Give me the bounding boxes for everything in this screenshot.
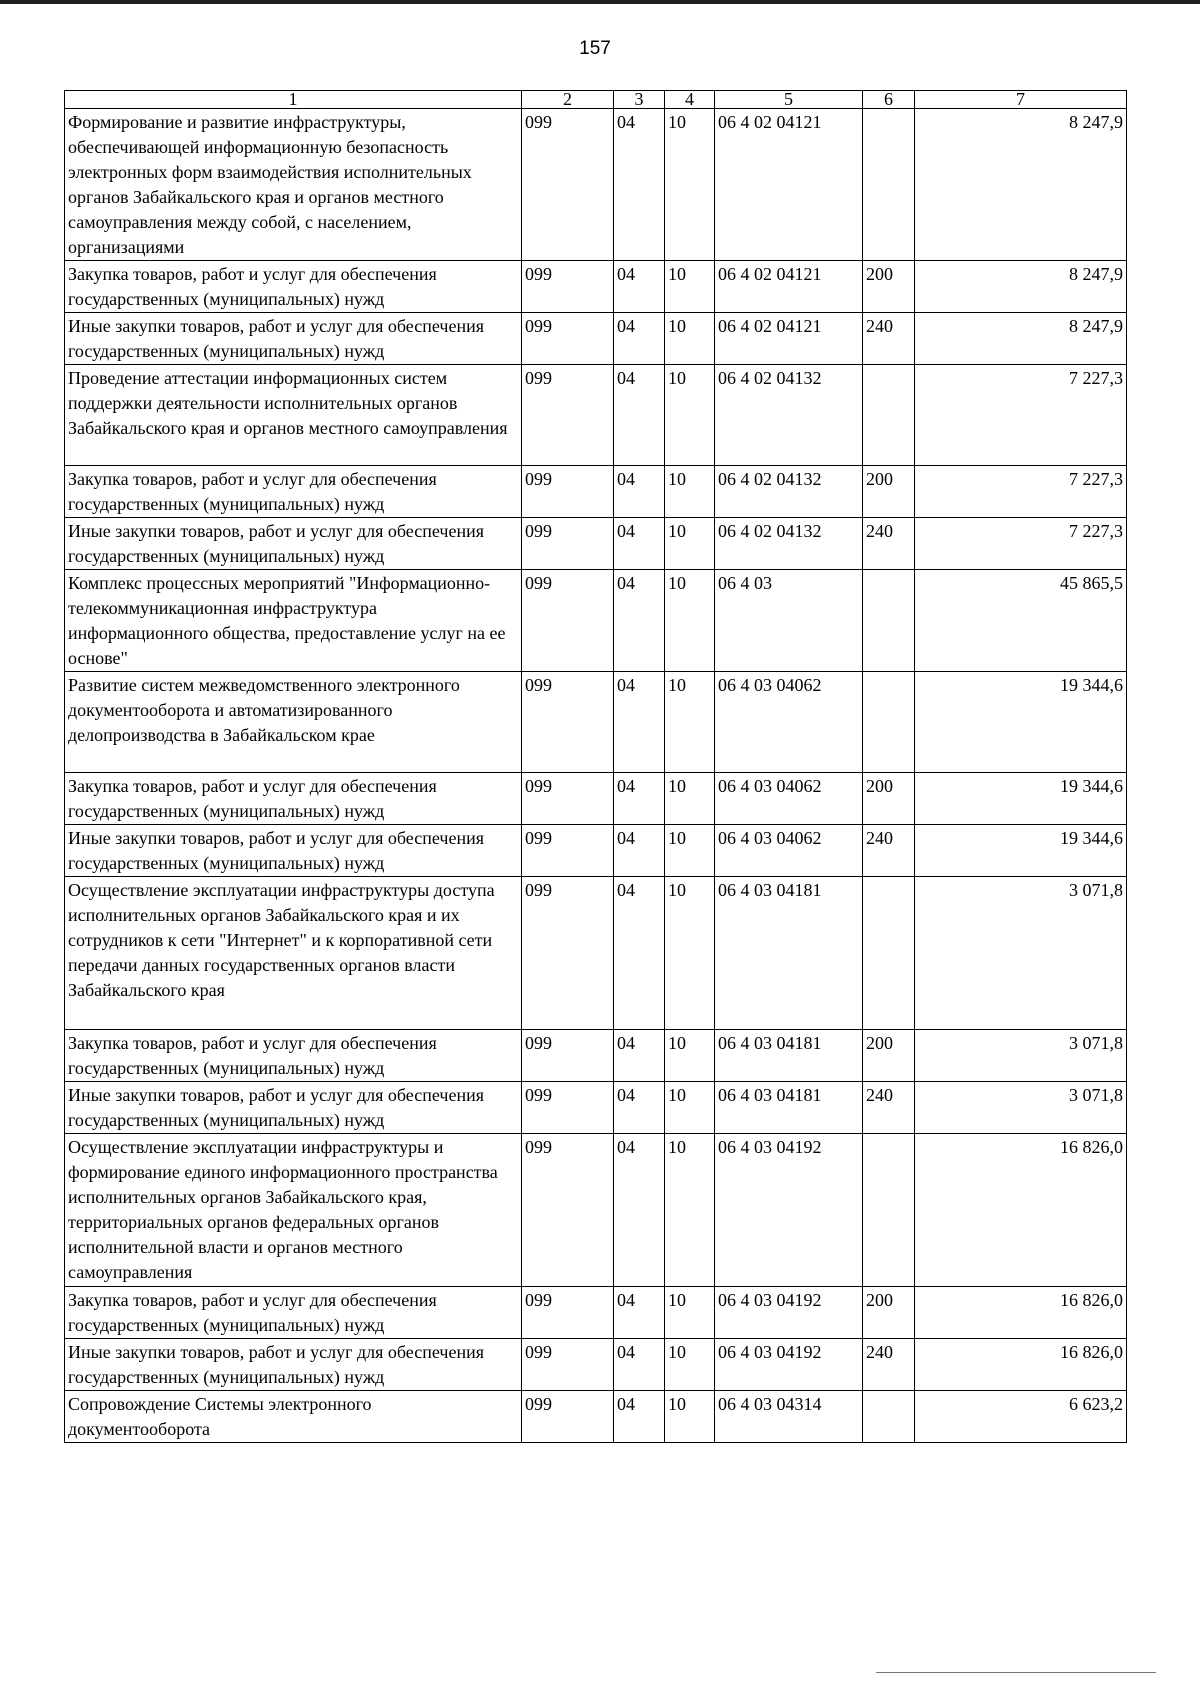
table-row: [65, 570, 1127, 672]
row-gr-cell: 099: [522, 518, 614, 570]
row-rz-cell: 04: [614, 466, 665, 518]
row-amount-cell: 16 826,0: [915, 1339, 1127, 1391]
table-row: [65, 1082, 1127, 1134]
table-row: [65, 466, 1127, 518]
budget-table: [64, 90, 1127, 1443]
row-vr-cell: 200: [863, 1287, 915, 1339]
row-pr-cell: 10: [665, 1134, 715, 1287]
row-csr-cell: 06 4 03 04314: [715, 1391, 863, 1443]
row-name-cell: Развитие систем межведомственного электронного документооборота и автоматизированного делопроизводства в Забайкальском крае: [65, 672, 522, 773]
row-rz-cell: 04: [614, 773, 665, 825]
table-row: [65, 1339, 1127, 1391]
row-amount-cell: 7 227,3: [915, 365, 1127, 466]
row-pr-cell: 10: [665, 518, 715, 570]
row-csr-cell: 06 4 03 04062: [715, 825, 863, 877]
row-rz-cell: 04: [614, 1287, 665, 1339]
row-gr-cell: 099: [522, 1082, 614, 1134]
row-name-cell: Проведение аттестации информационных систем поддержки деятельности исполнительных органов Забайкальского края и органов местного самоуправления: [65, 365, 522, 466]
row-pr-cell: 10: [665, 570, 715, 672]
row-gr-cell: 099: [522, 570, 614, 672]
row-pr-cell: 10: [665, 1030, 715, 1082]
row-rz-cell: 04: [614, 825, 665, 877]
top-border-line: [0, 0, 1200, 4]
row-name-cell: Закупка товаров, работ и услуг для обеспечения государственных (муниципальных) нужд: [65, 1287, 522, 1339]
row-vr-cell: [863, 672, 915, 773]
row-csr-cell: 06 4 02 04121: [715, 109, 863, 261]
row-vr-cell: [863, 1134, 915, 1287]
row-amount-cell: 45 865,5: [915, 570, 1127, 672]
row-pr-cell: 10: [665, 672, 715, 773]
row-gr-cell: 099: [522, 313, 614, 365]
row-csr-cell: 06 4 03 04192: [715, 1339, 863, 1391]
row-vr-cell: 200: [863, 1030, 915, 1082]
row-name-cell: Сопровождение Системы электронного документооборота: [65, 1391, 522, 1443]
row-vr-cell: 240: [863, 1082, 915, 1134]
row-name-cell: Иные закупки товаров, работ и услуг для обеспечения государственных (муниципальных) нужд: [65, 313, 522, 365]
row-gr-cell: 099: [522, 672, 614, 773]
table-row: [65, 1391, 1127, 1443]
row-vr-cell: [863, 877, 915, 1030]
row-amount-cell: 19 344,6: [915, 825, 1127, 877]
row-amount-cell: 19 344,6: [915, 672, 1127, 773]
row-name-cell: Иные закупки товаров, работ и услуг для обеспечения государственных (муниципальных) нужд: [65, 825, 522, 877]
row-rz-cell: 04: [614, 109, 665, 261]
row-pr-cell: 10: [665, 109, 715, 261]
column-header: 4: [665, 91, 715, 109]
row-pr-cell: 10: [665, 313, 715, 365]
row-gr-cell: 099: [522, 877, 614, 1030]
table-header-row: [65, 91, 1127, 109]
row-name-cell: Закупка товаров, работ и услуг для обеспечения государственных (муниципальных) нужд: [65, 466, 522, 518]
row-name-cell: Осуществление эксплуатации инфраструктуры доступа исполнительных органов Забайкальского края и их сотрудников к сети "Интернет" и к корпоративной сети передачи данных государственных органов власти Забайкальского края: [65, 877, 522, 1030]
row-gr-cell: 099: [522, 261, 614, 313]
row-name-cell: Комплекс процессных мероприятий "Информационно-телекоммуникационная инфраструктура информационного общества, предоставление услуг на ее основе": [65, 570, 522, 672]
row-name-cell: Иные закупки товаров, работ и услуг для обеспечения государственных (муниципальных) нужд: [65, 1082, 522, 1134]
row-gr-cell: 099: [522, 773, 614, 825]
row-pr-cell: 10: [665, 773, 715, 825]
row-name-cell: Закупка товаров, работ и услуг для обеспечения государственных (муниципальных) нужд: [65, 773, 522, 825]
row-gr-cell: 099: [522, 466, 614, 518]
row-rz-cell: 04: [614, 313, 665, 365]
row-amount-cell: 8 247,9: [915, 109, 1127, 261]
column-header: 5: [715, 91, 863, 109]
row-gr-cell: 099: [522, 825, 614, 877]
row-vr-cell: 240: [863, 313, 915, 365]
row-gr-cell: 099: [522, 1287, 614, 1339]
row-pr-cell: 10: [665, 1339, 715, 1391]
table-row: [65, 518, 1127, 570]
row-pr-cell: 10: [665, 1391, 715, 1443]
table-row: [65, 1287, 1127, 1339]
row-amount-cell: 7 227,3: [915, 518, 1127, 570]
row-rz-cell: 04: [614, 518, 665, 570]
row-pr-cell: 10: [665, 1082, 715, 1134]
row-vr-cell: [863, 365, 915, 466]
row-gr-cell: 099: [522, 1134, 614, 1287]
row-csr-cell: 06 4 03 04181: [715, 1082, 863, 1134]
row-rz-cell: 04: [614, 1134, 665, 1287]
column-header: 3: [614, 91, 665, 109]
row-name-cell: Формирование и развитие инфраструктуры, обеспечивающей информационную безопасность электронных форм взаимодействия исполнительных органов Забайкальского края и органов местного самоуправления между собой, с населением, организациями: [65, 109, 522, 261]
row-csr-cell: 06 4 02 04121: [715, 313, 863, 365]
row-pr-cell: 10: [665, 466, 715, 518]
row-vr-cell: 200: [863, 466, 915, 518]
row-vr-cell: 240: [863, 518, 915, 570]
row-name-cell: Осуществление эксплуатации инфраструктуры и формирование единого информационного пространства исполнительных органов Забайкальского края, территориальных органов федеральных органов исполнительной власти и органов местного самоуправления: [65, 1134, 522, 1287]
row-csr-cell: 06 4 03: [715, 570, 863, 672]
row-csr-cell: 06 4 02 04132: [715, 518, 863, 570]
table-row: [65, 313, 1127, 365]
column-header: 2: [522, 91, 614, 109]
row-csr-cell: 06 4 03 04062: [715, 773, 863, 825]
row-rz-cell: 04: [614, 877, 665, 1030]
row-name-cell: Закупка товаров, работ и услуг для обеспечения государственных (муниципальных) нужд: [65, 1030, 522, 1082]
table-row: [65, 1030, 1127, 1082]
row-amount-cell: 6 623,2: [915, 1391, 1127, 1443]
row-csr-cell: 06 4 03 04181: [715, 877, 863, 1030]
row-rz-cell: 04: [614, 570, 665, 672]
column-header: 7: [915, 91, 1127, 109]
row-amount-cell: 8 247,9: [915, 261, 1127, 313]
row-csr-cell: 06 4 03 04192: [715, 1287, 863, 1339]
table-row: [65, 1134, 1127, 1287]
table-row: [65, 261, 1127, 313]
row-vr-cell: 240: [863, 825, 915, 877]
column-header: 1: [65, 91, 522, 109]
row-name-cell: Иные закупки товаров, работ и услуг для обеспечения государственных (муниципальных) нужд: [65, 1339, 522, 1391]
row-amount-cell: 16 826,0: [915, 1134, 1127, 1287]
row-vr-cell: 200: [863, 261, 915, 313]
row-pr-cell: 10: [665, 1287, 715, 1339]
row-rz-cell: 04: [614, 1339, 665, 1391]
row-rz-cell: 04: [614, 1391, 665, 1443]
row-pr-cell: 10: [665, 877, 715, 1030]
row-vr-cell: 240: [863, 1339, 915, 1391]
row-pr-cell: 10: [665, 261, 715, 313]
row-rz-cell: 04: [614, 261, 665, 313]
row-amount-cell: 3 071,8: [915, 1030, 1127, 1082]
row-csr-cell: 06 4 03 04192: [715, 1134, 863, 1287]
row-vr-cell: 200: [863, 773, 915, 825]
table-row: [65, 365, 1127, 466]
row-vr-cell: [863, 570, 915, 672]
table-row: [65, 825, 1127, 877]
row-vr-cell: [863, 109, 915, 261]
table-row: [65, 672, 1127, 773]
row-rz-cell: 04: [614, 365, 665, 466]
row-name-cell: Иные закупки товаров, работ и услуг для обеспечения государственных (муниципальных) нужд: [65, 518, 522, 570]
row-csr-cell: 06 4 02 04121: [715, 261, 863, 313]
column-header: 6: [863, 91, 915, 109]
bottom-scan-line: [876, 1672, 1156, 1673]
row-vr-cell: [863, 1391, 915, 1443]
row-amount-cell: 16 826,0: [915, 1287, 1127, 1339]
row-csr-cell: 06 4 02 04132: [715, 466, 863, 518]
table-row: [65, 109, 1127, 261]
row-gr-cell: 099: [522, 1030, 614, 1082]
row-rz-cell: 04: [614, 672, 665, 773]
row-pr-cell: 10: [665, 365, 715, 466]
row-amount-cell: 8 247,9: [915, 313, 1127, 365]
table-row: [65, 877, 1127, 1030]
row-rz-cell: 04: [614, 1030, 665, 1082]
row-rz-cell: 04: [614, 1082, 665, 1134]
row-gr-cell: 099: [522, 1391, 614, 1443]
row-amount-cell: 3 071,8: [915, 877, 1127, 1030]
row-pr-cell: 10: [665, 825, 715, 877]
row-amount-cell: 7 227,3: [915, 466, 1127, 518]
table-row: [65, 773, 1127, 825]
row-csr-cell: 06 4 03 04181: [715, 1030, 863, 1082]
row-amount-cell: 19 344,6: [915, 773, 1127, 825]
row-gr-cell: 099: [522, 1339, 614, 1391]
page-number: 157: [579, 38, 611, 59]
row-gr-cell: 099: [522, 109, 614, 261]
row-gr-cell: 099: [522, 365, 614, 466]
row-csr-cell: 06 4 02 04132: [715, 365, 863, 466]
row-name-cell: Закупка товаров, работ и услуг для обеспечения государственных (муниципальных) нужд: [65, 261, 522, 313]
row-csr-cell: 06 4 03 04062: [715, 672, 863, 773]
row-amount-cell: 3 071,8: [915, 1082, 1127, 1134]
